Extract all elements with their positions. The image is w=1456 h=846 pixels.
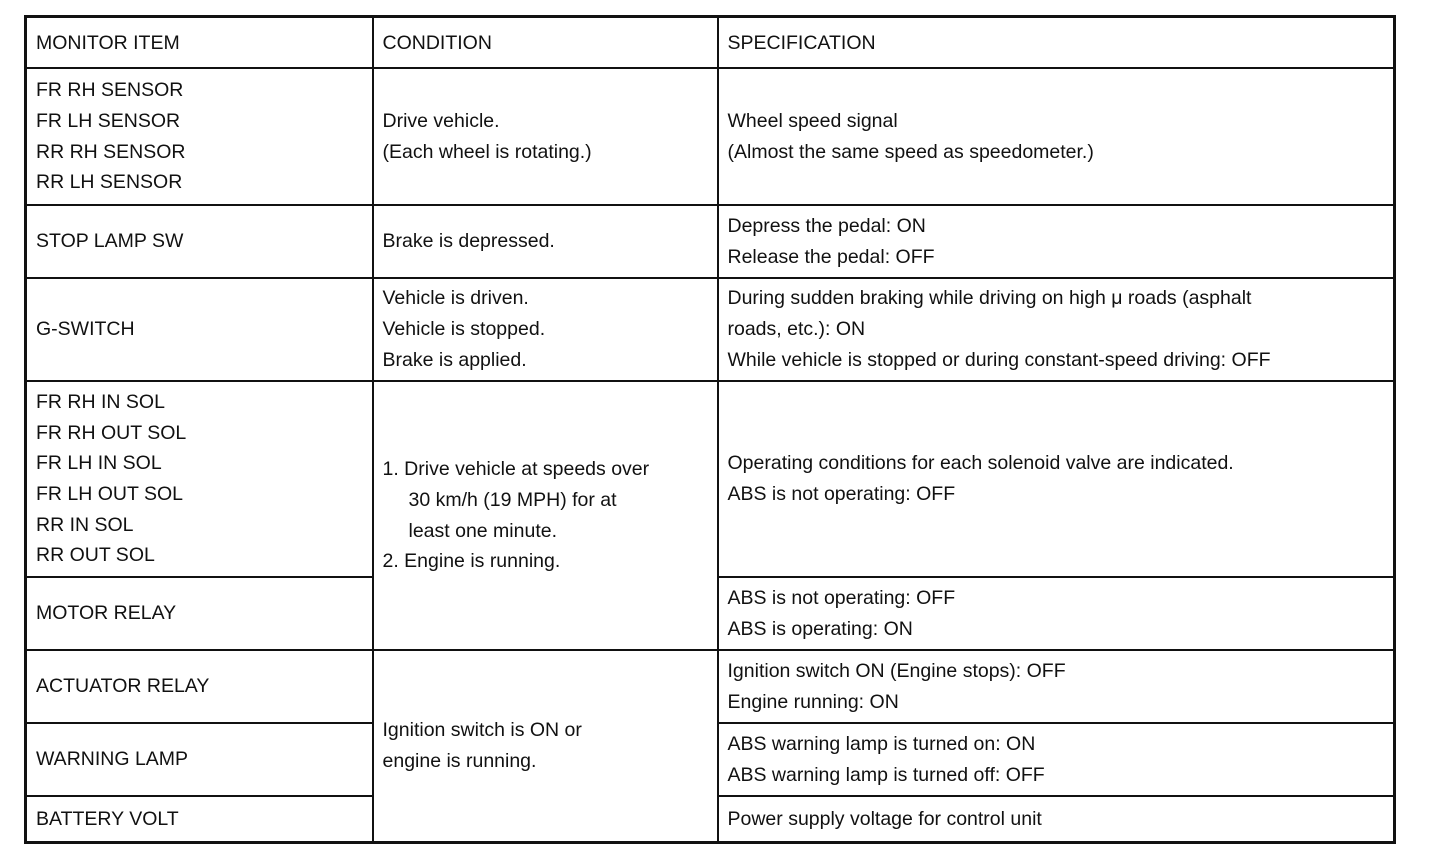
monitor-item-cell: BATTERY VOLT [26,796,373,843]
header-condition: CONDITION [373,17,718,69]
table-row-stop-lamp-sw [26,205,1395,278]
condition-list-item: 1. Drive vehicle at speeds over [382,458,650,481]
table-row-wheel-sensors [26,68,1395,205]
specification-cell [718,205,1395,278]
header-monitor-item: MONITOR ITEM [26,17,373,69]
monitor-item-cell: MOTOR RELAY [26,577,373,650]
table-row-g-switch [26,278,1395,381]
specification-text: During sudden braking while driving on high μ roads (asphalt [727,287,1252,310]
monitor-item-cell: G-SWITCH [26,278,373,381]
monitor-item: FR RH OUT SOL [36,421,187,444]
condition-list-item: 2. Engine is running. [382,550,561,573]
specification-text: (Almost the same speed as speedometer.) [727,140,1094,163]
monitor-item: RR IN SOL [36,513,134,536]
monitor-item: FR LH SENSOR [36,109,181,132]
monitor-item: FR LH OUT SOL [36,483,184,505]
condition-text: Vehicle is stopped. [382,318,546,341]
condition-text: (Each wheel is rotating.) [382,140,592,163]
specification-cell [718,381,1395,577]
monitor-item: RR OUT SOL [36,544,155,567]
monitor-item-cell: STOP LAMP SW [26,205,373,278]
monitor-item-cell [26,68,373,205]
condition-text: Vehicle is driven. [382,287,529,310]
specification-text: Ignition switch ON (Engine stops): OFF [727,659,1066,682]
monitor-item-cell [26,381,373,577]
condition-text: Brake is applied. [382,348,527,371]
specification-cell [718,723,1395,796]
specification-text: roads, etc.): ON [727,318,866,341]
specification-text: ABS is not operating: OFF [727,483,956,505]
table-row-actuator-relay [26,650,1395,723]
monitor-item-table [24,15,1396,844]
condition-list-item-continued: 30 km/h (19 MPH) for at [408,488,617,511]
condition-list-item-continued: least one minute. [408,519,558,542]
specification-text: ABS is not operating: OFF [727,586,956,609]
monitor-item: FR RH SENSOR [36,79,184,102]
specification-text: Operating conditions for each solenoid valve are indicated. [727,452,1234,475]
table-row-solenoids [26,381,1395,577]
condition-cell [373,68,718,205]
specification-text: ABS warning lamp is turned on: ON [727,732,1036,755]
specification-text: Wheel speed signal [727,109,898,132]
condition-cell [373,278,718,381]
specification-cell [718,577,1395,650]
header-row [26,17,1395,69]
monitor-item: FR LH IN SOL [36,452,162,475]
condition-cell: Brake is depressed. [373,205,718,278]
condition-cell [373,381,718,650]
condition-text: engine is running. [382,750,537,772]
specification-text: While vehicle is stopped or during constant-speed driving: OFF [727,348,1271,371]
condition-text: Ignition switch is ON or [382,719,582,742]
monitor-item-cell: ACTUATOR RELAY [26,650,373,723]
specification-cell [718,650,1395,723]
condition-text: Drive vehicle. [382,109,500,132]
specification-text: ABS warning lamp is turned off: OFF [727,763,1045,786]
header-specification: SPECIFICATION [718,17,1395,69]
specification-text: Depress the pedal: ON [727,214,926,237]
monitor-item-cell: WARNING LAMP [26,723,373,796]
specification-cell [718,278,1395,381]
specification-cell [718,68,1395,205]
specification-text: Release the pedal: OFF [727,245,935,268]
condition-cell [373,650,718,843]
monitor-item: FR RH IN SOL [36,390,165,413]
monitor-item: RR LH SENSOR [36,171,183,194]
monitor-item: RR RH SENSOR [36,140,186,163]
specification-text: ABS is operating: ON [727,617,913,640]
specification-cell: Power supply voltage for control unit [718,796,1395,843]
specification-text: Engine running: ON [727,690,899,713]
